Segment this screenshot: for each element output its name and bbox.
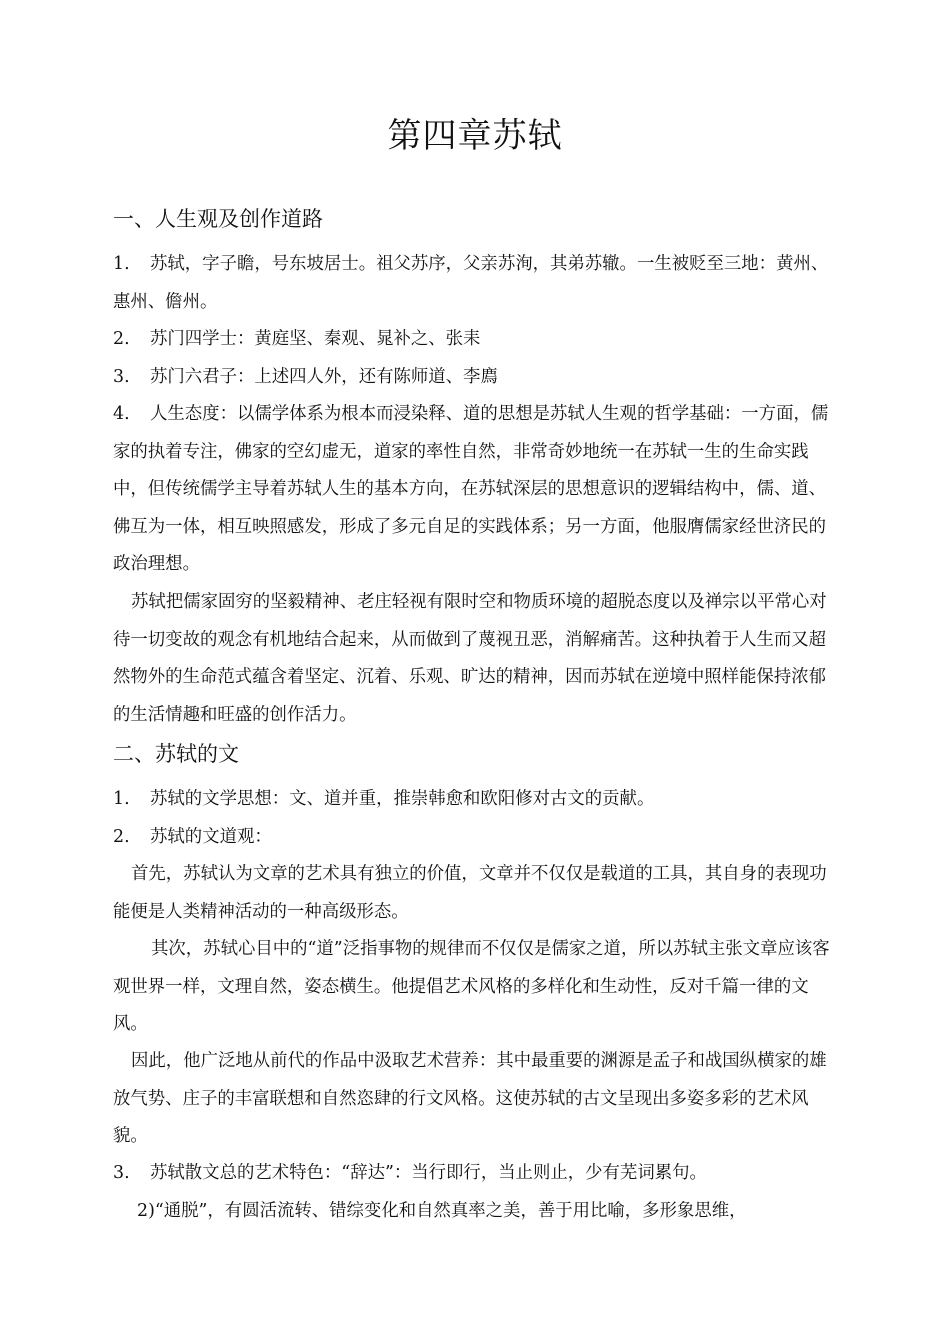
section-heading-2: 二、苏轼的文: [113, 742, 239, 766]
list-item-2-2: [113, 819, 843, 857]
list-text: 苏轼，字子瞻，号东坡居士。祖父苏序，父亲苏洵，其弟苏辙。一生被贬至三地：黄州、惠州、儋州。: [113, 254, 829, 312]
chapter-title: 第四章苏轼: [387, 116, 563, 156]
list-text: 苏轼散文总的艺术特色：“辞达”：当行即行，当止则止，少有芜词累句。: [150, 1163, 707, 1183]
list-text: 人生态度：以儒学体系为根本而浸染释、道的思想是苏轼人生观的哲学基础：一方面，儒家的执着专注，佛家的空幻虚无，道家的率性自然，非常奇妙地统一在苏轼一生的生命实践中，但传统儒学主导着苏轼人生的基本方向，在苏轼深层的思想意识的逻辑结构中，儒、道、佛互为一体，相互映照感发，形成了多元自足的实践体系；另一方面，他服膺儒家经世济民的政治理想。: [113, 404, 829, 574]
sub-item-2: 2)“通脱”，有圆活流转、错综变化和自然真率之美，善于用比喻，多形象思维，: [137, 1201, 747, 1221]
paragraph-life-attitude: 苏轼把儒家固穷的坚毅精神、老庄轻视有限时空和物质环境的超脱态度以及禅宗以平常心对待一切变故的观念有机地结合起来，从而做到了蔑视丑恶，消解痛苦。这种执着于人生而又超然物外的生命范式蕴含着坚定、沉着、乐观、旷达的精神，因而苏轼在逆境中照样能保持浓郁的生活情趣和旺盛的创作活力。: [113, 592, 827, 725]
list-item-2-1: [113, 781, 843, 819]
list-item-1-4: [113, 396, 843, 584]
section-heading-1: 一、人生观及创作道路: [113, 207, 323, 231]
list-item-1-3: [113, 359, 843, 397]
list-number: 3.: [113, 1163, 130, 1183]
list-number: 2.: [113, 827, 130, 847]
paragraph-first: 首先，苏轼认为文章的艺术具有独立的价值，文章并不仅仅是载道的工具，其自身的表现功能便是人类精神活动的一种高级形态。: [113, 864, 827, 922]
list-number: 2.: [113, 329, 130, 349]
paragraph-second: 其次，苏轼心目中的“道”泛指事物的规律而不仅仅是儒家之道，所以苏轼主张文章应该客观世界一样，文理自然，姿态横生。他提倡艺术风格的多样化和生动性，反对千篇一律的文风。: [113, 939, 830, 1034]
list-number: 1.: [113, 254, 130, 274]
list-number: 4.: [113, 404, 130, 424]
list-text: 苏轼的文道观：: [150, 827, 272, 847]
list-item-1-2: [113, 321, 843, 359]
list-item-2-3: [113, 1155, 843, 1193]
list-text: 苏轼的文学思想：文、道并重，推崇韩愈和欧阳修对古文的贡献。: [150, 789, 655, 809]
list-text: 苏门四学士：黄庭坚、秦观、晁补之、张耒: [150, 329, 481, 349]
paragraph-third: 因此，他广泛地从前代的作品中汲取艺术营养：其中最重要的渊源是孟子和战国纵横家的雄放气势、庄子的丰富联想和自然恣肆的行文风格。这使苏轼的古文呈现出多姿多彩的艺术风貌。: [113, 1051, 827, 1146]
list-number: 3.: [113, 367, 130, 387]
list-text: 苏门六君子：上述四人外，还有陈师道、李廌: [150, 367, 498, 387]
list-item-1-1: [113, 246, 843, 321]
list-number: 1.: [113, 789, 130, 809]
